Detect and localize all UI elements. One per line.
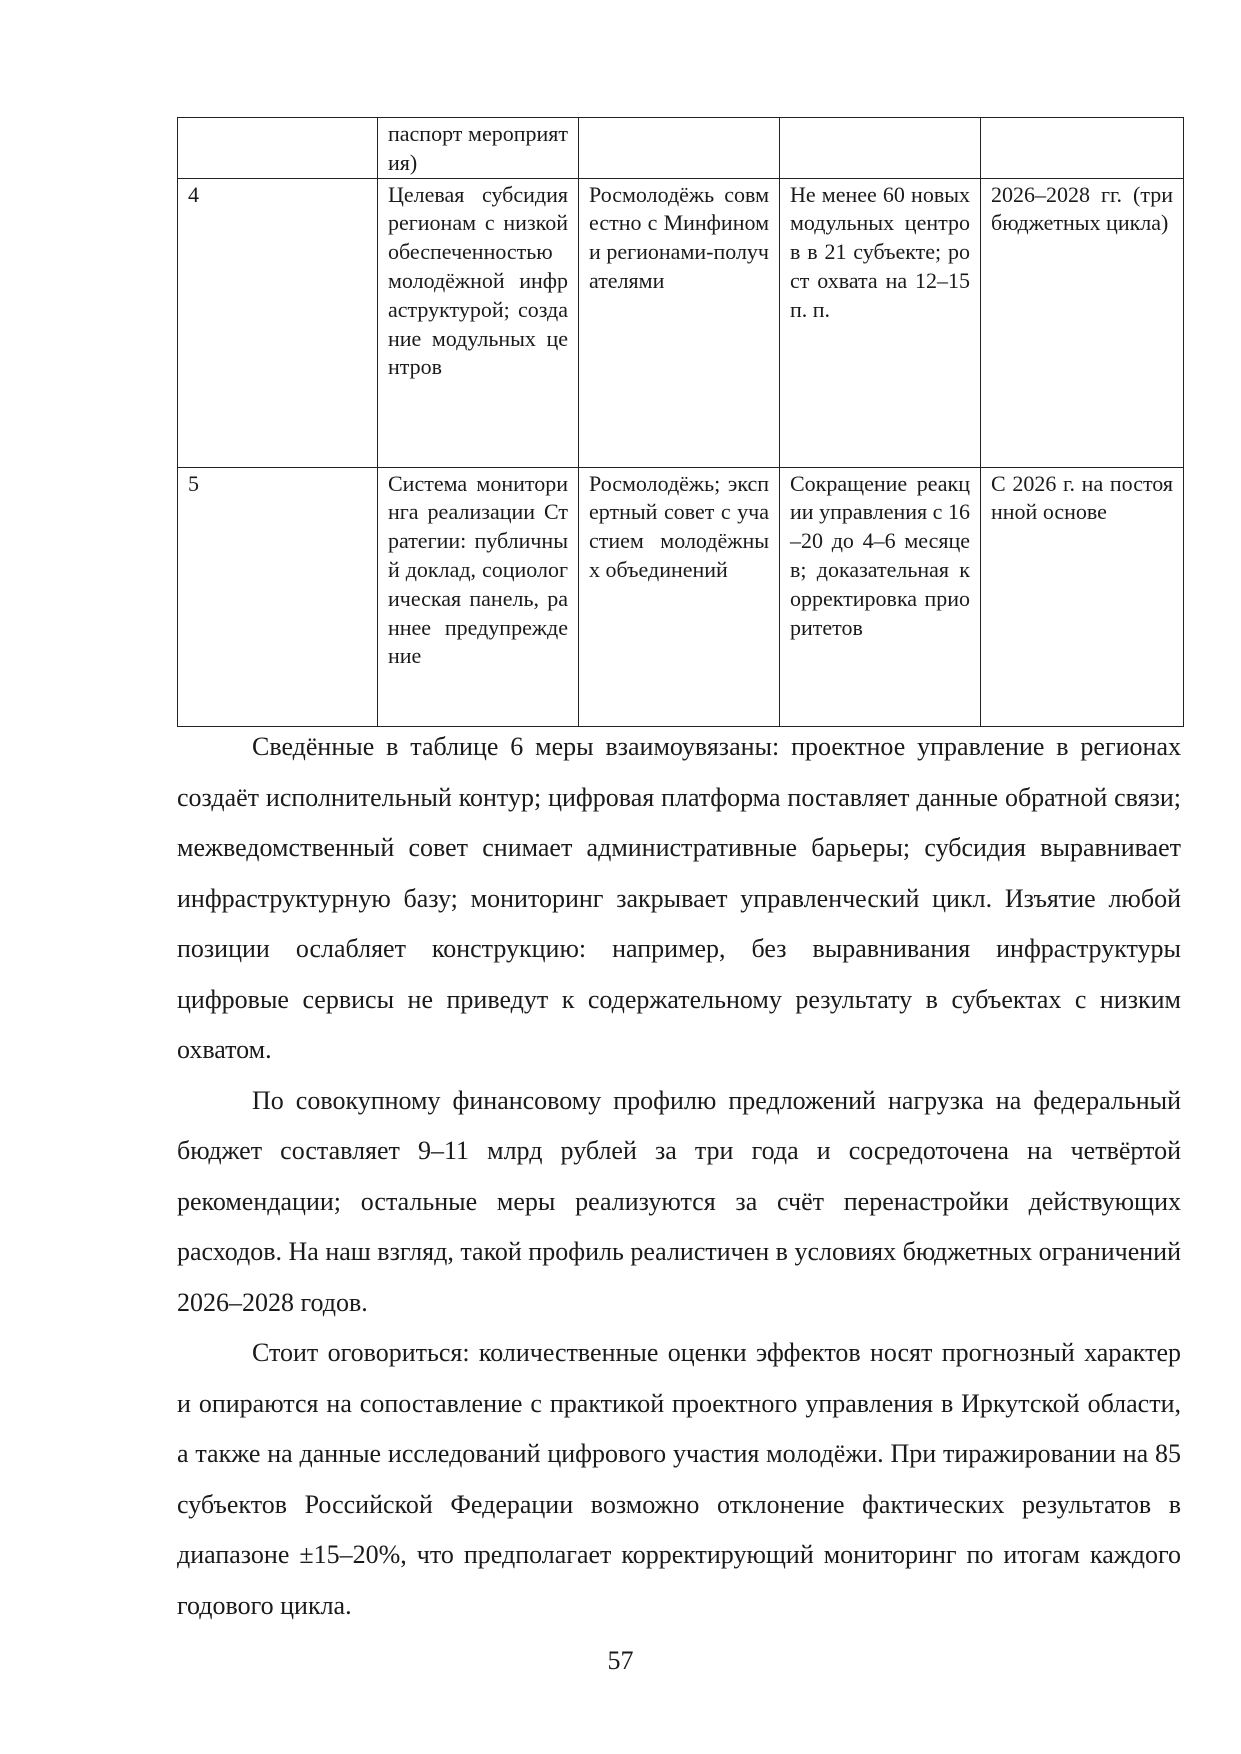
paragraph: Стоит оговориться: количественные оценки эффектов носят прогнозный характер и опираются на сопоставление с практикой проектного управления в Иркутской области, а также на данные исследований цифрового участия молодёжи. При тиражировании на 85 субъектов Российской Федерации возможно отклонение фактических результатов в диапазоне ±15–20%, что предполагает корректирующий мониторинг по итогам каждого годового цикла. bbox=[177, 1338, 1181, 1620]
table-cell: Целевая субсидия регионам с низкой обеспеченностью молодёжной инфраструктурой; создание модульных центров bbox=[378, 178, 579, 467]
table-cell bbox=[579, 118, 780, 179]
table-cell: Не менее 60 новых модульных центров в 21 субъекте; рост охвата на 12–15 п. п. bbox=[780, 178, 981, 467]
table-row bbox=[178, 118, 1184, 179]
table-cell: паспорт мероприятия) bbox=[378, 118, 579, 179]
table-cell: Сокращение реакции управления с 16–20 до 4–6 месяцев; доказательная корректировка приоритетов bbox=[780, 467, 981, 726]
table-cell: 4 bbox=[178, 178, 378, 467]
body-text bbox=[177, 722, 1181, 1631]
table-cell: 5 bbox=[178, 467, 378, 726]
paragraph: Сведённые в таблице 6 меры взаимоувязаны: проектное управление в регионах создаёт исполнительный контур; цифровая платформа поставляет данные обратной связи; межведомственный совет снимает административные барьеры; субсидия выравнивает инфраструктурную базу; мониторинг закрывает управленческий цикл. Изъятие любой позиции ослабляет конструкцию: например, без выравнивания инфраструктуры цифровые сервисы не приведут к содержательному результату в субъектах с низким охватом. bbox=[177, 732, 1181, 1064]
table-cell: 2026–2028 гг. (три бюджетных цикла) bbox=[981, 178, 1184, 467]
table-cell bbox=[981, 118, 1184, 179]
table-row bbox=[178, 178, 1184, 467]
table-cell bbox=[780, 118, 981, 179]
table-cell: Росмолодёжь; экспертный совет с участием молодёжных объединений bbox=[579, 467, 780, 726]
table-cell: Росмолодёжь совместно с Минфином и регионами-получателями bbox=[579, 178, 780, 467]
measures-table bbox=[177, 117, 1184, 727]
page-number: 57 bbox=[607, 1646, 634, 1675]
table-cell bbox=[178, 118, 378, 179]
paragraph: По совокупному финансовому профилю предложений нагрузка на федеральный бюджет составляет 9–11 млрд рублей за три года и сосредоточена на четвёртой рекомендации; остальные меры реализуются за счёт перенастройки действующих расходов. На наш взгляд, такой профиль реалистичен в условиях бюджетных ограничений 2026–2028 годов. bbox=[177, 1085, 1181, 1317]
table-row bbox=[178, 467, 1184, 726]
table-cell: Система мониторинга реализации Стратегии: публичный доклад, социологическая панель, раннее предупреждение bbox=[378, 467, 579, 726]
table-cell: С 2026 г. на постоянной основе bbox=[981, 467, 1184, 726]
